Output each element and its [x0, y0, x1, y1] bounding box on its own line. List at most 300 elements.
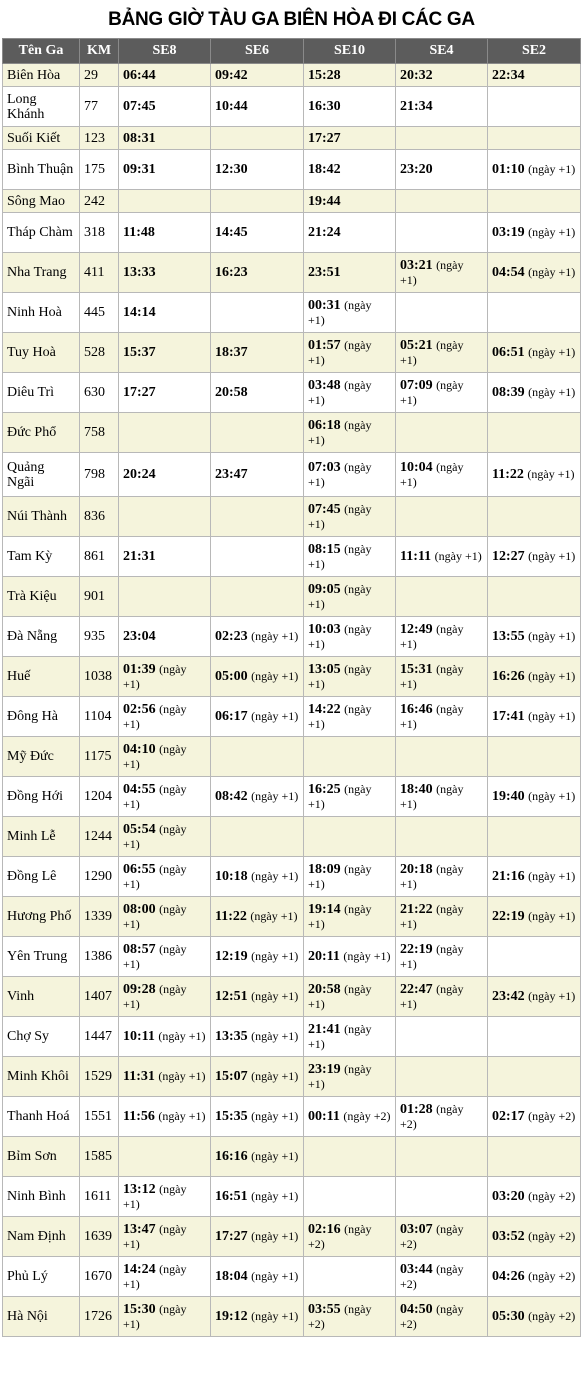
time-cell	[211, 1297, 304, 1337]
departure-time: 13:05	[308, 661, 341, 677]
station-km: 1585	[80, 1137, 119, 1177]
time-cell	[488, 1017, 581, 1057]
station-km: 77	[80, 87, 119, 127]
departure-time: 08:31	[123, 130, 156, 146]
time-cell	[396, 977, 488, 1017]
day-offset-note: (ngày +1)	[400, 377, 464, 407]
departure-time: 08:57	[123, 941, 156, 957]
table-row	[3, 64, 581, 87]
departure-time: 02:23	[215, 629, 248, 644]
time-cell	[396, 373, 488, 413]
station-name: Hà Nội	[3, 1297, 80, 1337]
day-offset-note: (ngày +1)	[251, 1229, 299, 1243]
table-row	[3, 657, 581, 697]
station-name: Đồng Hới	[3, 777, 80, 817]
departure-time: 04:55	[123, 781, 156, 797]
station-km: 1204	[80, 777, 119, 817]
day-offset-note: (ngày +1)	[158, 1069, 206, 1083]
table-row	[3, 1097, 581, 1137]
time-cell	[119, 937, 211, 977]
header-row	[3, 39, 581, 64]
day-offset-note: (ngày +1)	[308, 297, 372, 327]
day-offset-note: (ngày +1)	[123, 901, 187, 931]
day-offset-note: (ngày +1)	[308, 541, 372, 571]
day-offset-note: (ngày +1)	[528, 225, 576, 239]
time-cell	[396, 897, 488, 937]
departure-time: 23:47	[215, 467, 248, 482]
time-cell	[396, 127, 488, 150]
departure-time: 19:12	[215, 1309, 248, 1324]
time-cell	[396, 333, 488, 373]
time-cell	[488, 253, 581, 293]
time-cell	[119, 1137, 211, 1177]
table-row	[3, 1257, 581, 1297]
day-offset-note: (ngày +1)	[251, 1269, 299, 1283]
time-cell	[396, 1177, 488, 1217]
station-name: Phủ Lý	[3, 1257, 80, 1297]
station-name: Sông Mao	[3, 190, 80, 213]
departure-time: 13:47	[123, 1221, 156, 1237]
departure-time: 20:32	[400, 67, 433, 83]
departure-time: 11:11	[400, 549, 432, 564]
time-cell	[396, 253, 488, 293]
departure-time: 11:22	[492, 467, 524, 482]
day-offset-note: (ngày +1)	[528, 549, 576, 563]
time-cell	[304, 1057, 396, 1097]
day-offset-note: (ngày +1)	[308, 621, 372, 651]
time-cell	[396, 817, 488, 857]
departure-time: 06:18	[308, 417, 341, 433]
departure-time: 03:19	[492, 225, 525, 240]
departure-time: 13:33	[123, 265, 156, 280]
day-offset-note: (ngày +1)	[123, 1261, 187, 1291]
time-cell	[488, 453, 581, 497]
table-row	[3, 127, 581, 150]
time-cell	[119, 697, 211, 737]
departure-time: 15:07	[215, 1069, 248, 1084]
time-cell	[304, 333, 396, 373]
time-cell	[304, 190, 396, 213]
time-cell	[488, 897, 581, 937]
day-offset-note: (ngày +1)	[251, 949, 299, 963]
table-row	[3, 977, 581, 1017]
time-cell	[488, 577, 581, 617]
time-cell	[396, 1297, 488, 1337]
day-offset-note: (ngày +1)	[400, 621, 464, 651]
departure-time: 22:34	[492, 67, 525, 83]
table-row	[3, 937, 581, 977]
day-offset-note: (ngày +1)	[308, 901, 372, 931]
day-offset-note: (ngày +1)	[251, 1309, 299, 1323]
col-header-se6: SE6	[211, 39, 304, 64]
time-cell	[396, 937, 488, 977]
time-cell	[488, 697, 581, 737]
departure-time: 23:51	[308, 265, 341, 280]
table-row	[3, 617, 581, 657]
time-cell	[119, 857, 211, 897]
departure-time: 20:18	[400, 861, 433, 877]
station-name: Chợ Sy	[3, 1017, 80, 1057]
day-offset-note: (ngày +1)	[400, 459, 464, 489]
time-cell	[211, 497, 304, 537]
departure-time: 04:50	[400, 1301, 433, 1317]
time-cell	[304, 657, 396, 697]
departure-time: 14:14	[123, 305, 156, 320]
departure-time: 22:47	[400, 981, 433, 997]
departure-time: 17:27	[123, 385, 156, 400]
table-row	[3, 1177, 581, 1217]
departure-time: 03:20	[492, 1189, 525, 1204]
station-name: Ninh Bình	[3, 1177, 80, 1217]
day-offset-note: (ngày +1)	[123, 861, 187, 891]
time-cell	[119, 1177, 211, 1217]
time-cell	[488, 293, 581, 333]
day-offset-note: (ngày +1)	[251, 789, 299, 803]
time-cell	[119, 777, 211, 817]
station-name: Ninh Hoà	[3, 293, 80, 333]
day-offset-note: (ngày +1)	[158, 1109, 206, 1123]
time-cell	[488, 1177, 581, 1217]
time-cell	[304, 817, 396, 857]
departure-time: 18:04	[215, 1269, 248, 1284]
time-cell	[304, 1137, 396, 1177]
table-row	[3, 1137, 581, 1177]
time-cell	[119, 1297, 211, 1337]
time-cell	[119, 333, 211, 373]
table-row	[3, 373, 581, 413]
time-cell	[304, 977, 396, 1017]
departure-time: 05:00	[215, 669, 248, 684]
station-name: Đông Hà	[3, 697, 80, 737]
time-cell	[396, 150, 488, 190]
time-cell	[119, 453, 211, 497]
departure-time: 16:46	[400, 701, 433, 717]
time-cell	[304, 253, 396, 293]
time-cell	[304, 777, 396, 817]
time-cell	[119, 87, 211, 127]
day-offset-note: (ngày +1)	[123, 701, 187, 731]
departure-time: 20:58	[308, 981, 341, 997]
day-offset-note: (ngày +1)	[400, 701, 464, 731]
time-cell	[211, 293, 304, 333]
departure-time: 16:51	[215, 1189, 248, 1204]
time-cell	[488, 937, 581, 977]
station-km: 901	[80, 577, 119, 617]
time-cell	[488, 1297, 581, 1337]
time-cell	[396, 453, 488, 497]
time-cell	[211, 1097, 304, 1137]
time-cell	[304, 150, 396, 190]
departure-time: 13:55	[492, 629, 525, 644]
station-km: 318	[80, 213, 119, 253]
table-row	[3, 87, 581, 127]
time-cell	[304, 453, 396, 497]
day-offset-note: (ngày +1)	[400, 781, 464, 811]
time-cell	[396, 87, 488, 127]
time-cell	[488, 617, 581, 657]
departure-time: 07:45	[123, 99, 156, 114]
departure-time: 04:54	[492, 265, 525, 280]
departure-time: 11:48	[123, 225, 155, 240]
time-cell	[211, 373, 304, 413]
day-offset-note: (ngày +1)	[528, 909, 576, 923]
time-cell	[211, 777, 304, 817]
table-row	[3, 293, 581, 333]
time-cell	[304, 373, 396, 413]
time-cell	[119, 497, 211, 537]
time-cell	[488, 373, 581, 413]
day-offset-note: (ngày +2)	[343, 1109, 391, 1123]
station-name: Mỹ Đức	[3, 737, 80, 777]
station-km: 175	[80, 150, 119, 190]
day-offset-note: (ngày +1)	[528, 789, 576, 803]
departure-time: 08:39	[492, 385, 525, 400]
time-cell	[211, 857, 304, 897]
departure-time: 13:12	[123, 1181, 156, 1197]
time-cell	[119, 1097, 211, 1137]
table-row	[3, 497, 581, 537]
departure-time: 16:16	[215, 1149, 248, 1164]
departure-time: 08:00	[123, 901, 156, 917]
time-cell	[211, 127, 304, 150]
time-cell	[488, 737, 581, 777]
station-name: Long Khánh	[3, 87, 80, 127]
time-cell	[488, 127, 581, 150]
time-cell	[211, 1217, 304, 1257]
time-cell	[488, 1257, 581, 1297]
time-cell	[396, 577, 488, 617]
departure-time: 03:55	[308, 1301, 341, 1317]
time-cell	[211, 697, 304, 737]
departure-time: 06:44	[123, 67, 156, 83]
station-km: 1670	[80, 1257, 119, 1297]
time-cell	[211, 190, 304, 213]
time-cell	[304, 1177, 396, 1217]
departure-time: 18:37	[215, 345, 248, 360]
day-offset-note: (ngày +1)	[123, 741, 187, 771]
time-cell	[119, 213, 211, 253]
time-cell	[488, 537, 581, 577]
day-offset-note: (ngày +1)	[251, 869, 299, 883]
time-cell	[396, 617, 488, 657]
day-offset-note: (ngày +1)	[400, 337, 464, 367]
page-title: BẢNG GIỜ TÀU GA BIÊN HÒA ĐI CÁC GA	[108, 9, 475, 30]
station-name: Minh Khôi	[3, 1057, 80, 1097]
table-row	[3, 453, 581, 497]
time-cell	[119, 127, 211, 150]
time-cell	[211, 413, 304, 453]
table-row	[3, 537, 581, 577]
departure-time: 21:31	[123, 549, 156, 564]
table-row	[3, 190, 581, 213]
time-cell	[488, 1057, 581, 1097]
departure-time: 08:15	[308, 541, 341, 557]
station-name: Suối Kiết	[3, 127, 80, 150]
time-cell	[211, 333, 304, 373]
time-cell	[119, 413, 211, 453]
table-row	[3, 697, 581, 737]
departure-time: 01:10	[492, 162, 525, 177]
time-cell	[488, 87, 581, 127]
departure-time: 11:22	[215, 909, 247, 924]
day-offset-note: (ngày +1)	[123, 821, 187, 851]
time-cell	[488, 497, 581, 537]
day-offset-note: (ngày +2)	[400, 1261, 464, 1291]
departure-time: 15:31	[400, 661, 433, 677]
day-offset-note: (ngày +2)	[528, 1189, 576, 1203]
station-km: 29	[80, 64, 119, 87]
departure-time: 15:37	[123, 345, 156, 360]
departure-time: 05:54	[123, 821, 156, 837]
time-cell	[396, 697, 488, 737]
day-offset-note: (ngày +1)	[528, 385, 576, 399]
day-offset-note: (ngày +1)	[250, 909, 298, 923]
station-km: 630	[80, 373, 119, 413]
col-header-se8: SE8	[119, 39, 211, 64]
time-cell	[119, 190, 211, 213]
departure-time: 21:41	[308, 1021, 341, 1037]
departure-time: 09:42	[215, 67, 248, 83]
time-cell	[488, 213, 581, 253]
departure-time: 03:48	[308, 377, 341, 393]
time-cell	[211, 1017, 304, 1057]
departure-time: 09:05	[308, 581, 341, 597]
departure-time: 16:30	[308, 99, 341, 114]
departure-time: 01:39	[123, 661, 156, 677]
station-km: 861	[80, 537, 119, 577]
departure-time: 02:17	[492, 1109, 525, 1124]
station-name: Nam Định	[3, 1217, 80, 1257]
time-cell	[304, 857, 396, 897]
station-name: Đà Nẵng	[3, 617, 80, 657]
departure-time: 06:17	[215, 709, 248, 724]
time-cell	[211, 1057, 304, 1097]
time-cell	[396, 1137, 488, 1177]
station-name: Bỉm Sơn	[3, 1137, 80, 1177]
departure-time: 21:24	[308, 225, 341, 240]
col-header-se2: SE2	[488, 39, 581, 64]
time-cell	[304, 1257, 396, 1297]
day-offset-note: (ngày +1)	[123, 1301, 187, 1331]
day-offset-note: (ngày +2)	[308, 1221, 372, 1251]
departure-time: 07:03	[308, 459, 341, 475]
time-cell	[119, 977, 211, 1017]
time-cell	[211, 213, 304, 253]
table-row	[3, 253, 581, 293]
day-offset-note: (ngày +1)	[528, 345, 576, 359]
day-offset-note: (ngày +1)	[528, 265, 576, 279]
time-cell	[211, 1257, 304, 1297]
station-name: Bình Thuận	[3, 150, 80, 190]
time-cell	[211, 657, 304, 697]
day-offset-note: (ngày +1)	[123, 941, 187, 971]
time-cell	[396, 1097, 488, 1137]
day-offset-note: (ngày +1)	[308, 981, 372, 1011]
table-row	[3, 577, 581, 617]
time-cell	[396, 1057, 488, 1097]
departure-time: 05:21	[400, 337, 433, 353]
day-offset-note: (ngày +2)	[400, 1101, 464, 1131]
time-cell	[119, 817, 211, 857]
departure-time: 21:22	[400, 901, 433, 917]
day-offset-note: (ngày +1)	[308, 1021, 372, 1051]
day-offset-note: (ngày +1)	[308, 1061, 372, 1091]
departure-time: 19:44	[308, 193, 341, 209]
time-cell	[304, 127, 396, 150]
departure-time: 03:21	[400, 257, 433, 273]
departure-time: 19:14	[308, 901, 341, 917]
table-row	[3, 737, 581, 777]
station-name: Yên Trung	[3, 937, 80, 977]
station-km: 123	[80, 127, 119, 150]
time-cell	[119, 1257, 211, 1297]
table-row	[3, 857, 581, 897]
time-cell	[119, 64, 211, 87]
station-km: 935	[80, 617, 119, 657]
station-name: Tuy Hoà	[3, 333, 80, 373]
table-row	[3, 817, 581, 857]
day-offset-note: (ngày +1)	[400, 901, 464, 931]
time-cell	[119, 253, 211, 293]
day-offset-note: (ngày +1)	[123, 1221, 187, 1251]
time-cell	[304, 1097, 396, 1137]
station-km: 1551	[80, 1097, 119, 1137]
day-offset-note: (ngày +1)	[251, 1029, 299, 1043]
time-cell	[488, 777, 581, 817]
departure-time: 19:40	[492, 789, 525, 804]
time-cell	[119, 150, 211, 190]
station-km: 1611	[80, 1177, 119, 1217]
time-cell	[211, 1177, 304, 1217]
departure-time: 15:35	[215, 1109, 248, 1124]
day-offset-note: (ngày +1)	[528, 669, 576, 683]
time-cell	[304, 497, 396, 537]
departure-time: 17:27	[308, 130, 341, 146]
time-cell	[211, 453, 304, 497]
time-cell	[304, 697, 396, 737]
day-offset-note: (ngày +1)	[123, 981, 187, 1011]
day-offset-note: (ngày +1)	[343, 949, 391, 963]
station-name: Đức Phổ	[3, 413, 80, 453]
day-offset-note: (ngày +2)	[528, 1269, 576, 1283]
departure-time: 23:20	[400, 162, 433, 177]
departure-time: 09:28	[123, 981, 156, 997]
departure-time: 07:09	[400, 377, 433, 393]
day-offset-note: (ngày +2)	[528, 1229, 576, 1243]
departure-time: 16:23	[215, 265, 248, 280]
time-cell	[304, 213, 396, 253]
time-cell	[119, 657, 211, 697]
station-name: Đồng Lê	[3, 857, 80, 897]
station-km: 1726	[80, 1297, 119, 1337]
time-cell	[119, 537, 211, 577]
time-cell	[304, 1017, 396, 1057]
day-offset-note: (ngày +1)	[400, 981, 464, 1011]
station-km: 1038	[80, 657, 119, 697]
table-row	[3, 1017, 581, 1057]
departure-time: 12:51	[215, 989, 248, 1004]
time-cell	[396, 293, 488, 333]
departure-time: 12:19	[215, 949, 248, 964]
time-cell	[304, 413, 396, 453]
day-offset-note: (ngày +1)	[308, 701, 372, 731]
departure-time: 20:11	[308, 949, 340, 964]
station-km: 1407	[80, 977, 119, 1017]
time-cell	[396, 537, 488, 577]
day-offset-note: (ngày +1)	[251, 709, 299, 723]
departure-time: 12:27	[492, 549, 525, 564]
col-header-station: Tên Ga	[3, 39, 80, 64]
